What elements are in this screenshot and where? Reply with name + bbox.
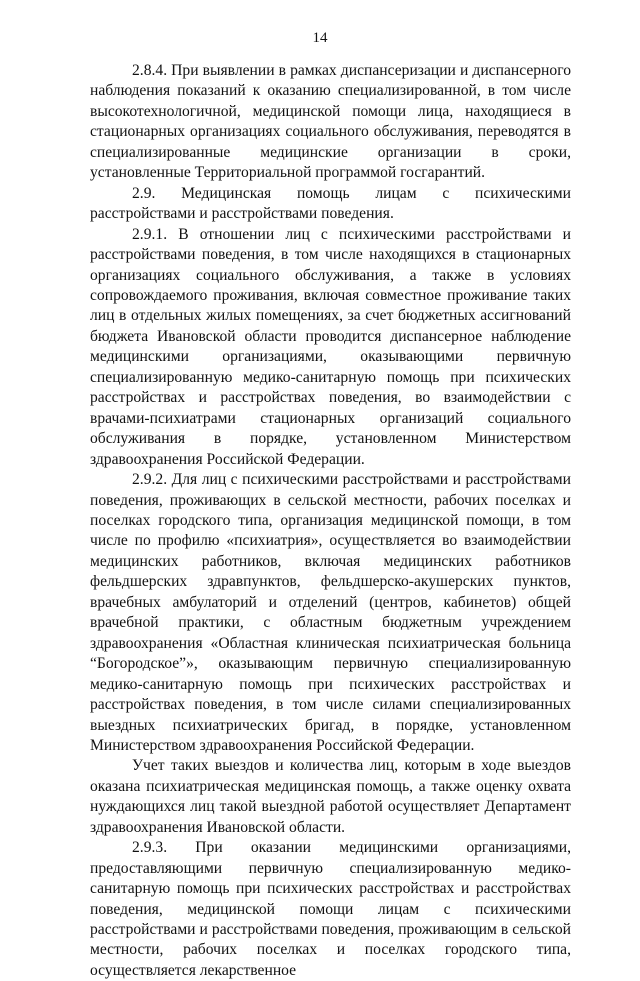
page-number: 14 [312, 30, 328, 46]
paragraph-2-9-3: 2.9.3. При оказании медицинскими организациями, предоставляющими первичную специализированную медико-санитарную помощь при психических расстройствах и расстройствах поведения, медицинской помощи лицам с психическими расстройствами и расстройствами поведения, проживающим в сельской местности, рабочих поселках и поселках городского типа, осуществляется лекарственное [90, 839, 571, 979]
paragraph-accounting-visits: Учет таких выездов и количества лиц, которым в ходе выездов оказана психиатрическая медицинская помощь, а также оценку охвата нуждающихся лиц такой выездной работой осуществляет Департамент здравоохранения Ивановской области. [90, 757, 571, 836]
paragraph-2-9: 2.9. Медицинская помощь лицам с психическими расстройствами и расстройствами поведения. [90, 184, 571, 223]
paragraph-2-9-1: 2.9.1. В отношении лиц с психическими расстройствами и расстройствами поведения, в том числе находящихся в стационарных организациях социального обслуживания, а также в условиях сопровождаемого проживания, включая совместное проживание таких лиц в отдельных жилых помещениях, за счет бюджетных ассигнований бюджета Ивановской области проводится диспансерное наблюдение медицинскими организациями, оказывающими первичную специализированную медико-санитарную помощь при психических расстройствах и расстройствах поведения, во взаимодействии с врачами-психиатрами стационарных организаций социального обслуживания в порядке, установленном Министерством здравоохранения Российской Федерации. [90, 225, 571, 468]
document-body [90, 61, 571, 981]
paragraph-2-8-4: 2.8.4. При выявлении в рамках диспансеризации и диспансерного наблюдения показаний к оказанию специализированной, в том числе высокотехнологичной, медицинской помощи лица, находящиеся в стационарных организациях социального обслуживания, переводятся в специализированные медицинские организации в сроки, установленные Территориальной программой госгарантий. [90, 62, 571, 182]
paragraph-2-9-2: 2.9.2. Для лиц с психическими расстройствами и расстройствами поведения, проживающих в сельской местности, рабочих поселках и поселках городского типа, организация медицинской помощи, в том числе по профилю «психиатрия», осуществляется во взаимодействии медицинских работников, включая медицинских работников фельдшерских здравпунктов, фельдшерско-акушерских пунктов, врачебных амбулаторий и отделений (центров, кабинетов) общей врачебной практики, с областным бюджетным учреждением здравоохранения «Областная клиническая психиатрическая больница “Богородское”», оказывающим первичную специализированную медико-санитарную помощь при психических расстройствах и расстройствах поведения, в том числе силами специализированных выездных психиатрических бригад, в порядке, установленном Министерством здравоохранения Российской Федерации. [90, 471, 571, 754]
